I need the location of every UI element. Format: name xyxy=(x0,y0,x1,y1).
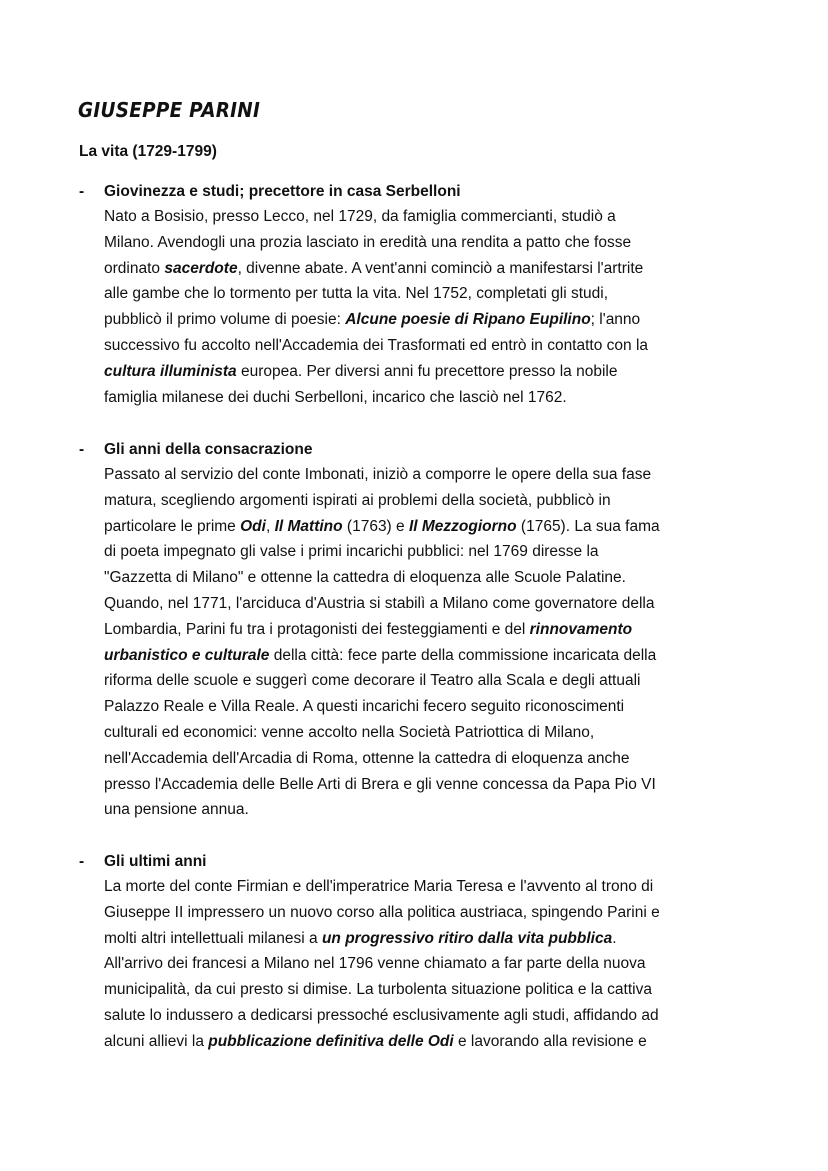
paragraph-line xyxy=(104,1003,779,1029)
text-run: Lombardia, Parini fu tra i protagonisti dei festeggiamenti e del xyxy=(104,620,530,638)
text-run: ordinato xyxy=(104,259,165,277)
section-heading: Gli anni della consacrazione xyxy=(104,441,313,458)
text-run: (1765). La sua fama xyxy=(516,517,660,535)
emphasized-text: Alcune poesie di Ripano Eupilino xyxy=(345,311,591,329)
paragraph-line xyxy=(104,565,779,591)
text-run: riforma delle scuole e suggerì come decorare il Teatro alla Scala e degli attuali xyxy=(104,672,641,690)
text-run: . xyxy=(612,929,617,947)
emphasized-text: cultura illuminista xyxy=(104,362,237,380)
text-run: alcuni allievi la xyxy=(104,1032,209,1050)
paragraph-line xyxy=(104,617,779,643)
text-run: Quando, nel 1771, l'arciduca d'Austria si stabilì a Milano come governatore della xyxy=(104,594,655,612)
paragraph-line xyxy=(104,977,779,1003)
text-run: Giuseppe II impressero un nuovo corso alla politica austriaca, spingendo Parini e xyxy=(104,903,660,921)
bullet-dash: - xyxy=(79,183,85,200)
paragraph-line xyxy=(104,900,779,926)
text-run: culturali ed economici: venne accolto nella Società Patriottica di Milano, xyxy=(104,723,595,741)
emphasized-text: un progressivo ritiro dalla vita pubblica xyxy=(321,929,613,947)
text-run: molti altri intellettuali milanesi a xyxy=(104,929,322,947)
text-run: "Gazzetta di Milano" e ottenne la cattedra di eloquenza alle Scuole Palatine. xyxy=(104,569,626,587)
text-run: di poeta impegnato gli valse i primi incarichi pubblici: nel 1769 diresse la xyxy=(104,543,599,561)
paragraph-line xyxy=(104,951,779,977)
emphasized-text: rinnovamento xyxy=(529,620,633,638)
text-run: alle gambe che lo tormento per tutta la vita. Nel 1752, completati gli studi, xyxy=(104,285,609,303)
paragraph-line xyxy=(104,874,779,900)
paragraph-line xyxy=(104,256,779,282)
text-run: pubblicò il primo volume di poesie: xyxy=(104,311,346,329)
section-body xyxy=(79,462,779,823)
text-run: europea. Per diversi anni fu precettore presso la nobile xyxy=(236,362,618,380)
section-ultimi-anni xyxy=(79,850,779,1055)
text-run: ; l'anno xyxy=(590,311,641,329)
text-run: Nato a Bosisio, presso Lecco, nel 1729, da famiglia commercianti, studiò a xyxy=(104,208,616,225)
emphasized-text: Il Mattino xyxy=(274,517,343,535)
text-run: , divenne abate. A vent'anni cominciò a manifestarsi l'artrite xyxy=(237,259,644,277)
text-run: una pensione annua. xyxy=(104,801,249,819)
paragraph-line xyxy=(104,230,779,256)
text-run: e lavorando alla revisione e xyxy=(453,1032,647,1050)
bullet-dash: - xyxy=(79,853,85,870)
paragraph-line xyxy=(104,746,779,772)
text-run: municipalità, da cui presto si dimise. La turbolenta situazione politica e la cattiva xyxy=(104,981,652,999)
text-run: presso l'Accademia delle Belle Arti di Brera e gli venne concessa da Papa Pio VI xyxy=(104,775,656,793)
text-run: Palazzo Reale e Villa Reale. A questi incarichi fecero seguito riconoscimenti xyxy=(104,698,625,716)
paragraph-line xyxy=(104,694,779,720)
paragraph-line xyxy=(104,591,779,617)
section-body xyxy=(79,204,779,410)
text-run: particolare le prime xyxy=(104,517,241,535)
paragraph-line xyxy=(104,926,779,952)
text-run: La morte del conte Firmian e dell'imperatrice Maria Teresa e l'avvento al trono di xyxy=(104,878,654,895)
paragraph-line xyxy=(104,462,779,488)
paragraph-line xyxy=(104,307,779,333)
text-run: All'arrivo dei francesi a Milano nel 1796 venne chiamato a far parte della nuova xyxy=(104,955,646,973)
section-subtitle: La vita (1729-1799) xyxy=(79,143,217,160)
paragraph-line xyxy=(104,643,779,669)
paragraph-line xyxy=(104,281,779,307)
section-giovinezza xyxy=(79,180,779,410)
emphasized-text: sacerdote xyxy=(164,259,238,277)
text-run: salute lo indussero a dedicarsi pressoché esclusivamente agli studi, affidando ad xyxy=(104,1006,659,1024)
text-run: (1763) e xyxy=(342,517,409,535)
paragraph-line xyxy=(104,797,779,823)
paragraph-line xyxy=(104,539,779,565)
text-run: successivo fu accolto nell'Accademia dei Trasformati ed entrò in contatto con la xyxy=(104,336,649,354)
text-run: famiglia milanese dei duchi Serbelloni, incarico che lasciò nel 1762. xyxy=(104,388,567,406)
emphasized-text: Il Mezzogiorno xyxy=(408,517,517,535)
bullet-dash: - xyxy=(79,441,85,458)
section-heading: Gli ultimi anni xyxy=(104,853,207,870)
emphasized-text: pubblicazione definitiva delle Odi xyxy=(208,1032,454,1050)
emphasized-text: Odi xyxy=(240,517,266,535)
paragraph-line xyxy=(104,333,779,359)
text-run: della città: fece parte della commissione incaricata della xyxy=(269,646,657,664)
section-heading: Giovinezza e studi; precettore in casa Serbelloni xyxy=(104,183,461,200)
text-run: Milano. Avendogli una prozia lasciato in eredità una rendita a patto che fosse xyxy=(104,233,632,251)
paragraph-line xyxy=(104,359,779,385)
paragraph-line xyxy=(104,488,779,514)
text-run: matura, scegliendo argomenti ispirati ai problemi della società, pubblicò in xyxy=(104,491,611,509)
section-consacrazione xyxy=(79,438,779,823)
emphasized-text: urbanistico e culturale xyxy=(104,646,270,664)
text-run: , xyxy=(265,517,275,535)
paragraph-line xyxy=(104,668,779,694)
document-title: GIUSEPPE PARINI xyxy=(78,98,261,122)
paragraph-line xyxy=(104,772,779,798)
paragraph-line xyxy=(104,1029,779,1055)
section-body xyxy=(79,874,779,1055)
text-run: nell'Accademia dell'Arcadia di Roma, ottenne la cattedra di eloquenza anche xyxy=(104,749,630,767)
paragraph-line xyxy=(104,514,779,540)
paragraph-line xyxy=(104,720,779,746)
paragraph-line xyxy=(104,385,779,411)
paragraph-line xyxy=(104,204,779,230)
text-run: Passato al servizio del conte Imbonati, iniziò a comporre le opere della sua fase xyxy=(104,466,652,483)
